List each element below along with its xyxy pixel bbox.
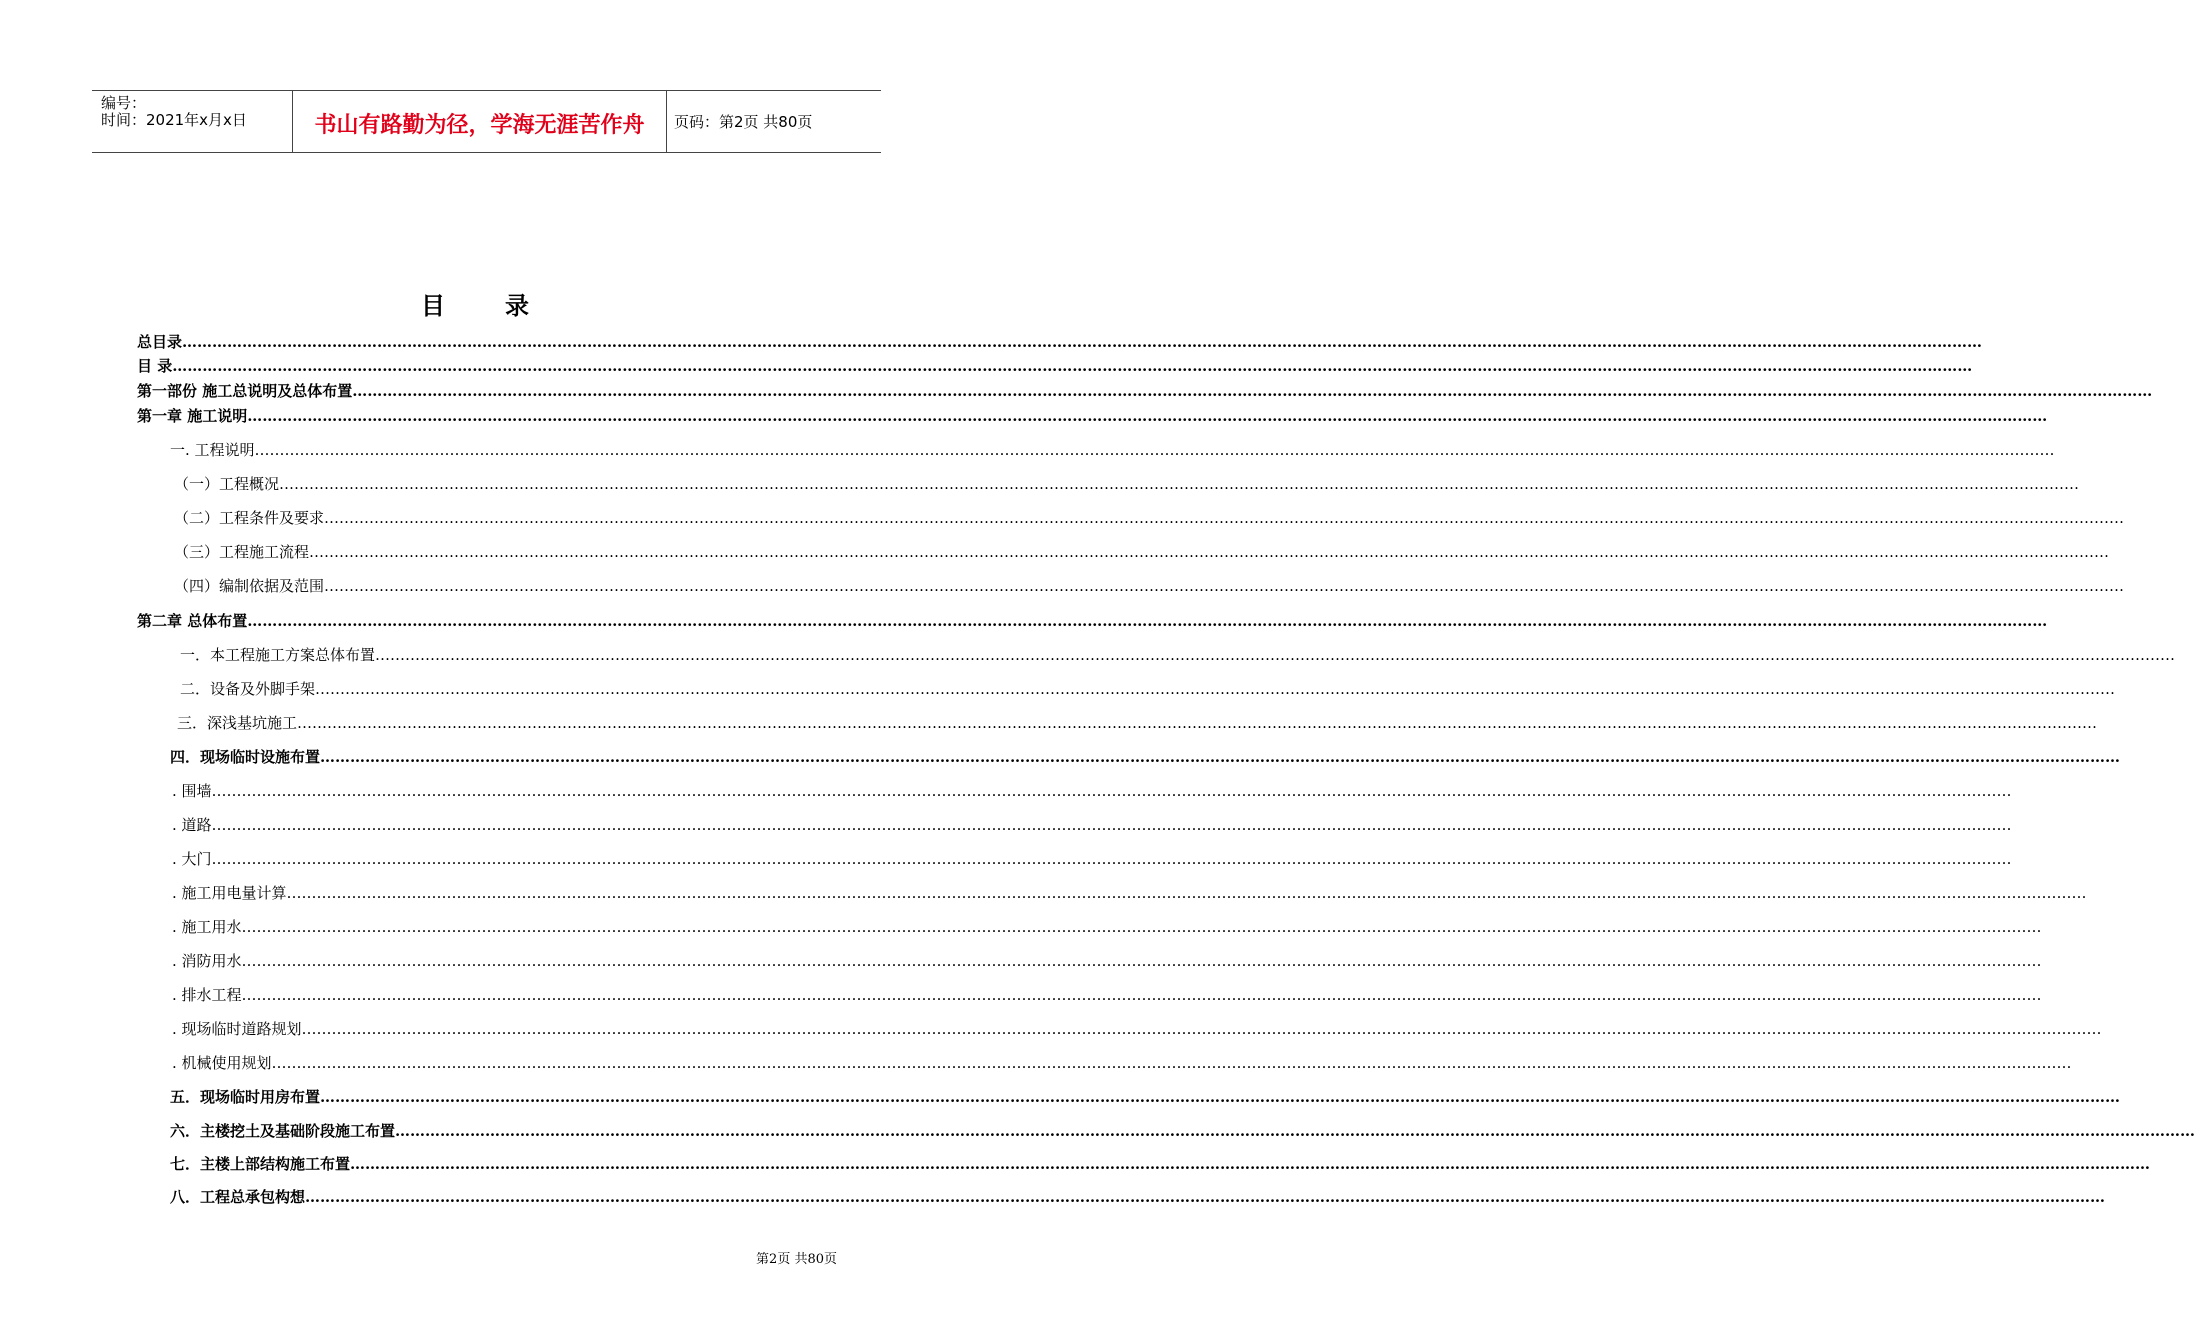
toc-leader-dots: ……………………………………………………………………………………………………………………………………………………………………………………………………………………………………………………………………………………………………………………………… bbox=[247, 407, 2048, 425]
toc-leader-dots: ……………………………………………………………………………………………………………………………………………………………………………………………………………………………………………………………………………………………………………………………… bbox=[305, 1188, 2106, 1206]
toc-leader-dots: ……………………………………………………………………………………………………………………………………………………………………………………………………………………………………………………………………………………………………………………………… bbox=[211, 850, 2012, 868]
toc-entry[interactable] bbox=[180, 678, 2116, 700]
toc-entry-label: . 排水工程 bbox=[172, 986, 242, 1004]
toc-entry-label: 总目录 bbox=[137, 333, 183, 351]
toc-leader-dots: ……………………………………………………………………………………………………………………………………………………………………………………………………………………………………………………………………………………………………………………………… bbox=[297, 714, 2098, 732]
toc-entry[interactable] bbox=[137, 331, 1983, 353]
toc-entry[interactable] bbox=[172, 916, 2042, 938]
toc-entry[interactable] bbox=[170, 1086, 2121, 1108]
toc-entry[interactable] bbox=[180, 644, 2176, 666]
toc-leader-dots: ……………………………………………………………………………………………………………………………………………………………………………………………………………………………………………………………………………………………………………………………… bbox=[286, 884, 2087, 902]
toc-entry-label: （四）编制依据及范围 bbox=[174, 577, 325, 595]
toc-entry-label: . 施工用水 bbox=[172, 918, 242, 936]
toc-leader-dots: ……………………………………………………………………………………………………………………………………………………………………………………………………………………………………………………………………………………………………………………………… bbox=[350, 1155, 2151, 1173]
toc-leader-dots: ……………………………………………………………………………………………………………………………………………………………………………………………………………………………………………………………………………………………………………………………… bbox=[271, 1054, 2072, 1072]
toc-entry-label: 二．设备及外脚手架 bbox=[180, 680, 316, 698]
toc-entry-label: 第一部份 施工总说明及总体布置 bbox=[137, 382, 353, 400]
toc-entry-label: 第一章 施工说明 bbox=[137, 407, 248, 425]
toc-entry-label: 目 录 bbox=[137, 357, 173, 375]
toc-entry[interactable] bbox=[172, 984, 2042, 1006]
toc-entry[interactable] bbox=[172, 950, 2042, 972]
toc-leader-dots: ……………………………………………………………………………………………………………………………………………………………………………………………………………………………………………………………………………………………………………………………… bbox=[182, 333, 1983, 351]
toc-leader-dots: ……………………………………………………………………………………………………………………………………………………………………………………………………………………………………………………………………………………………………………………………… bbox=[315, 680, 2116, 698]
document-time-label: 时间：2021年x月x日 bbox=[101, 111, 247, 129]
toc-entry[interactable] bbox=[172, 1018, 2102, 1040]
toc-leader-dots: ……………………………………………………………………………………………………………………………………………………………………………………………………………………………………………………………………………………………………………………………… bbox=[247, 612, 2048, 630]
toc-leader-dots: ……………………………………………………………………………………………………………………………………………………………………………………………………………………………………………………………………………………………………………………………… bbox=[279, 475, 2080, 493]
toc-entry-label: （二）工程条件及要求 bbox=[174, 509, 325, 527]
toc-entry[interactable] bbox=[174, 575, 2125, 597]
toc-entry[interactable] bbox=[170, 1153, 2151, 1175]
toc-entry-label: . 围墙 bbox=[172, 782, 212, 800]
toc-leader-dots: ……………………………………………………………………………………………………………………………………………………………………………………………………………………………………………………………………………………………………………………………… bbox=[324, 577, 2125, 595]
toc-entry-label: 第二章 总体布置 bbox=[137, 612, 248, 630]
toc-entry-label: （一）工程概况 bbox=[174, 475, 280, 493]
toc-leader-dots: ……………………………………………………………………………………………………………………………………………………………………………………………………………………………………………………………………………………………………………………………… bbox=[254, 441, 2055, 459]
toc-entry-label: 八．工程总承包构想 bbox=[170, 1188, 306, 1206]
toc-leader-dots: ……………………………………………………………………………………………………………………………………………………………………………………………………………………………………………………………………………………………………………………………… bbox=[352, 382, 2153, 400]
toc-entry[interactable] bbox=[174, 473, 2080, 495]
toc-entry[interactable] bbox=[137, 405, 2048, 427]
toc-entry-label: 七．主楼上部结构施工布置 bbox=[170, 1155, 351, 1173]
toc-leader-dots: ……………………………………………………………………………………………………………………………………………………………………………………………………………………………………………………………………………………………………………………………… bbox=[241, 986, 2042, 1004]
header-page-code: 页码：第2页 共80页 bbox=[674, 113, 813, 131]
toc-entry-label: . 消防用水 bbox=[172, 952, 242, 970]
toc-entry-label: . 现场临时道路规划 bbox=[172, 1020, 302, 1038]
toc-entry[interactable] bbox=[170, 1186, 2106, 1208]
toc-entry[interactable] bbox=[170, 746, 2121, 768]
toc-entry-label: （三）工程施工流程 bbox=[174, 543, 310, 561]
toc-entry[interactable] bbox=[174, 507, 2125, 529]
document-number-label: 编号： bbox=[101, 94, 147, 112]
toc-leader-dots: ……………………………………………………………………………………………………………………………………………………………………………………………………………………………………………………………………………………………………………………………… bbox=[324, 509, 2125, 527]
toc-entry[interactable] bbox=[172, 814, 2012, 836]
toc-leader-dots: ……………………………………………………………………………………………………………………………………………………………………………………………………………………………………………………………………………………………………………………………… bbox=[309, 543, 2110, 561]
toc-leader-dots: ……………………………………………………………………………………………………………………………………………………………………………………………………………………………………………………………………………………………………………………………… bbox=[320, 748, 2121, 766]
toc-leader-dots: ……………………………………………………………………………………………………………………………………………………………………………………………………………………………………………………………………………………………………………………………… bbox=[395, 1122, 2195, 1140]
toc-leader-dots: ……………………………………………………………………………………………………………………………………………………………………………………………………………………………………………………………………………………………………………………………… bbox=[241, 952, 2042, 970]
toc-leader-dots: ……………………………………………………………………………………………………………………………………………………………………………………………………………………………………………………………………………………………………………………………… bbox=[375, 646, 2176, 664]
toc-leader-dots: ……………………………………………………………………………………………………………………………………………………………………………………………………………………………………………………………………………………………………………………………… bbox=[211, 782, 2012, 800]
toc-leader-dots: ……………………………………………………………………………………………………………………………………………………………………………………………………………………………………………………………………………………………………………………………… bbox=[301, 1020, 2102, 1038]
toc-entry-label: . 机械使用规划 bbox=[172, 1054, 272, 1072]
toc-leader-dots: ……………………………………………………………………………………………………………………………………………………………………………………………………………………………………………………………………………………………………………………………… bbox=[241, 918, 2042, 936]
toc-entry[interactable] bbox=[172, 780, 2012, 802]
toc-entry-label: . 施工用电量计算 bbox=[172, 884, 287, 902]
toc-entry-label: 三．深浅基坑施工 bbox=[177, 714, 298, 732]
toc-entry[interactable] bbox=[170, 1120, 2195, 1142]
toc-entry[interactable] bbox=[172, 848, 2012, 870]
toc-entry[interactable] bbox=[172, 1052, 2072, 1074]
toc-leader-dots: ……………………………………………………………………………………………………………………………………………………………………………………………………………………………………………………………………………………………………………………………… bbox=[172, 357, 1973, 375]
toc-entry-label: . 道路 bbox=[172, 816, 212, 834]
toc-entry[interactable] bbox=[137, 380, 2153, 402]
toc-entry-label: 六．主楼挖土及基础阶段施工布置 bbox=[170, 1122, 396, 1140]
page-footer: 第2页 共80页 bbox=[756, 1252, 837, 1267]
toc-leader-dots: ……………………………………………………………………………………………………………………………………………………………………………………………………………………………………………………………………………………………………………………………… bbox=[211, 816, 2012, 834]
toc-entry-label: . 大门 bbox=[172, 850, 212, 868]
toc-entry[interactable] bbox=[137, 355, 1973, 377]
toc-entry[interactable] bbox=[174, 541, 2110, 563]
toc-entry-label: 一．本工程施工方案总体布置 bbox=[180, 646, 376, 664]
toc-entry[interactable] bbox=[177, 712, 2098, 734]
toc-title: 目录 bbox=[421, 291, 589, 320]
header-motto: 书山有路勤为径，学海无涯苦作舟 bbox=[314, 112, 645, 138]
toc-entry[interactable] bbox=[170, 439, 2055, 461]
toc-entry-label: 五．现场临时用房布置 bbox=[170, 1088, 321, 1106]
toc-leader-dots: ……………………………………………………………………………………………………………………………………………………………………………………………………………………………………………………………………………………………………………………………… bbox=[320, 1088, 2121, 1106]
toc-entry-label: 四．现场临时设施布置 bbox=[170, 748, 321, 766]
toc-entry-label: 一. 工程说明 bbox=[170, 441, 255, 459]
toc-entry[interactable] bbox=[137, 610, 2048, 632]
toc-entry[interactable] bbox=[172, 882, 2087, 904]
